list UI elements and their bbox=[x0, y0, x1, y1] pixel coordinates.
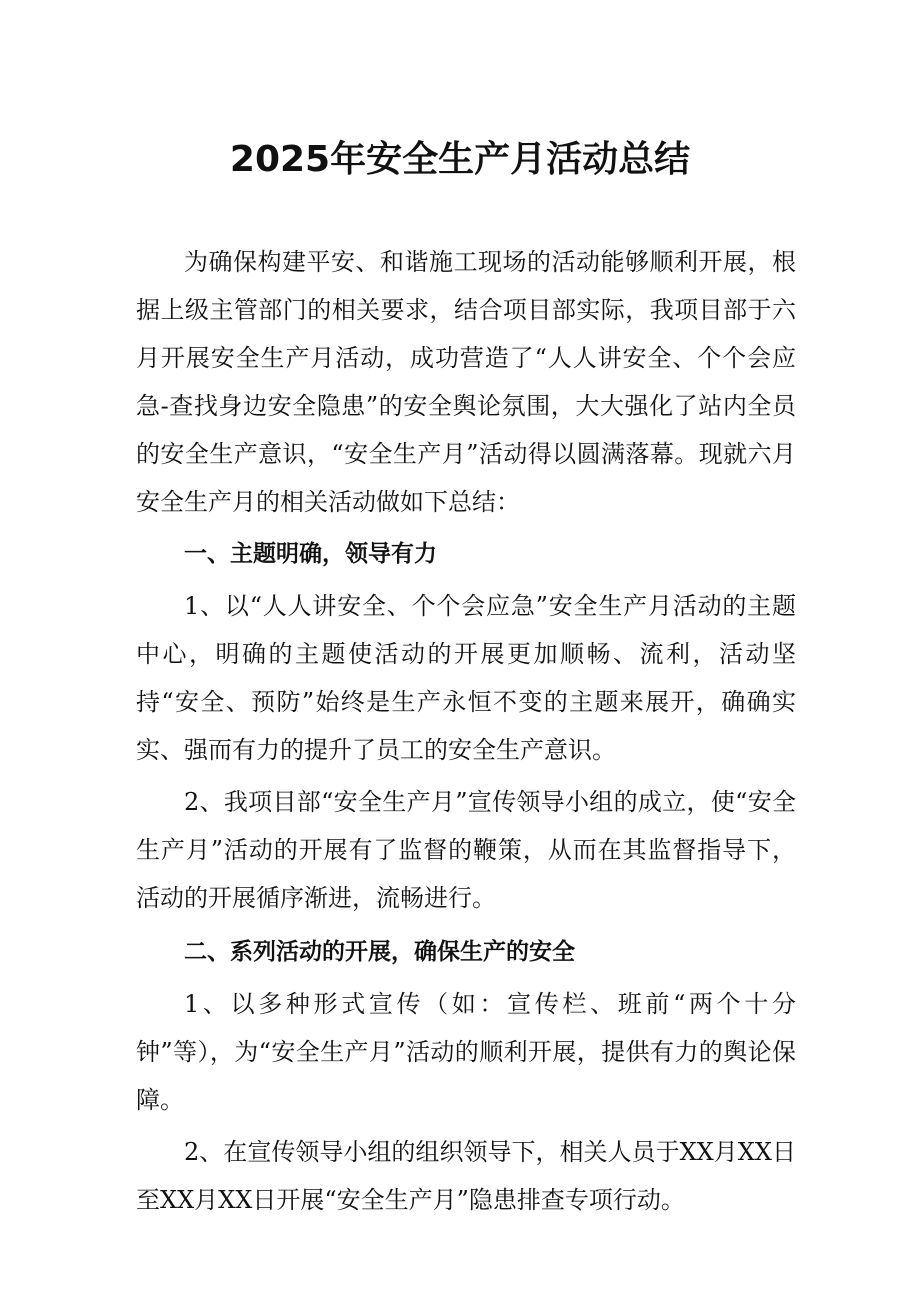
section-heading-2: 二、系列活动的开展，确保生产的安全 bbox=[184, 939, 575, 965]
document-title: 2025年安全生产月活动总结 bbox=[229, 139, 691, 180]
section-2-paragraph-1: 1、以多种形式宣传（如：宣传栏、班前“两个十分钟”等），为“安全生产月”活动的顺利开展，提供有力的舆论保障。 bbox=[136, 990, 796, 1114]
section-2-paragraph-2: 2、在宣传领导小组的组织领导下，相关人员于XX月XX日至XX月XX日开展“安全生产月”隐患排查专项行动。 bbox=[136, 1138, 796, 1214]
section-heading-1: 一、主题明确，领导有力 bbox=[184, 541, 437, 567]
section-1-paragraph-1: 1、以“人人讲安全、个个会应急”安全生产月活动的主题中心，明确的主题使活动的开展更加顺畅、流利，活动坚持“安全、预防”始终是生产永恒不变的主题来展开，确确实实、强而有力的提升了员工的安全生产意识。 bbox=[136, 592, 796, 764]
intro-paragraph: 为确保构建平安、和谐施工现场的活动能够顺利开展，根据上级主管部门的相关要求，结合项目部实际，我项目部于六月开展安全生产月活动，成功营造了“人人讲安全、个个会应急-查找身边安全隐患”的安全舆论氛围，大大强化了站内全员的安全生产意识，“安全生产月”活动得以圆满落幕。现就六月安全生产月的相关活动做如下总结： bbox=[136, 248, 796, 516]
document-body bbox=[136, 238, 796, 1224]
section-1-paragraph-2: 2、我项目部“安全生产月”宣传领导小组的成立，使“安全生产月”活动的开展有了监督的鞭策，从而在其监督指导下，活动的开展循序渐进，流畅进行。 bbox=[136, 788, 796, 912]
